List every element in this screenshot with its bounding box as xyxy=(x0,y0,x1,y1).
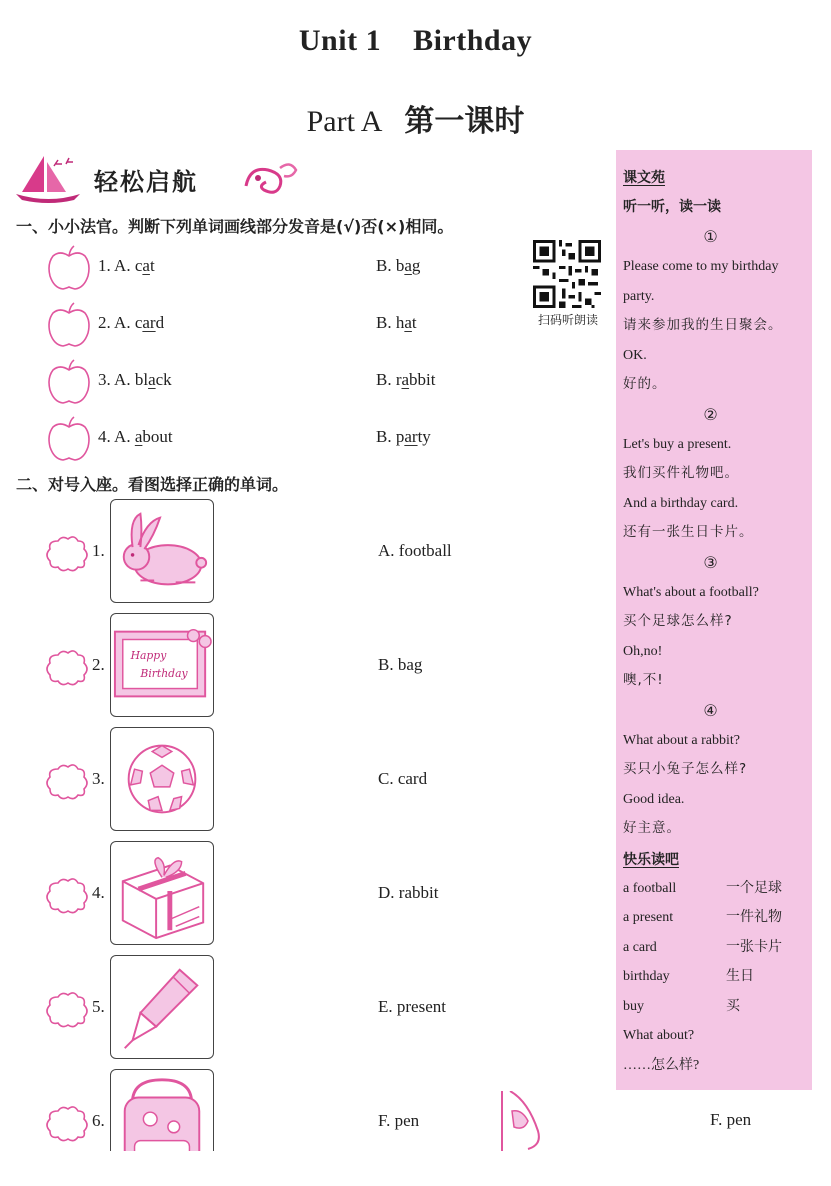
birthday-card-picture xyxy=(110,613,214,717)
card-text-birthday: Birthday xyxy=(140,666,188,680)
dialogue-line-zh: 好的。 xyxy=(623,376,667,392)
dialogue-line-en: Oh,no! xyxy=(623,643,663,659)
vocab-zh: 一件礼物 xyxy=(726,909,782,925)
vocab-en: a football xyxy=(623,880,677,896)
sidebar-heading-listen: 听一听，读一读 xyxy=(623,199,721,215)
item-number: 5. xyxy=(92,997,105,1016)
option-a: 4. A. about xyxy=(98,427,173,446)
part-title-zh: 第一课时 xyxy=(404,104,525,139)
sidebar-heading-vocab: 快乐读吧 xyxy=(623,851,679,868)
judge-item xyxy=(46,244,606,292)
dialogue-line-en: Please come to my birthday xyxy=(623,259,779,274)
dialogue-line-en: OK. xyxy=(623,347,647,363)
dialogue-line-en: What's about a football? xyxy=(623,584,759,600)
dialogue-marker: ④ xyxy=(703,700,718,720)
judge-item xyxy=(46,301,606,349)
vocab-row xyxy=(623,874,812,904)
dialogue-line-en: Good idea. xyxy=(623,791,685,807)
word-option: C. card xyxy=(378,769,428,788)
dialogue-marker: ② xyxy=(703,404,718,424)
cropped-bag-picture xyxy=(498,1091,548,1151)
dialogue-marker: ① xyxy=(703,227,718,246)
dialogue-line-zh: 请来参加我的生日聚会。 xyxy=(623,317,783,333)
vocab-en: a present xyxy=(623,910,674,925)
vocab-en: buy xyxy=(623,998,644,1014)
item-number: 1. xyxy=(92,541,105,560)
word-option: E. present xyxy=(378,997,446,1016)
vocab-row xyxy=(623,992,812,1022)
bag-picture xyxy=(110,1069,214,1151)
dialogue-line-zh: 好主意。 xyxy=(623,820,681,836)
part-title-en: Part A xyxy=(306,105,383,138)
vocab-zh: 生日 xyxy=(726,968,754,984)
present-picture xyxy=(110,841,214,945)
dialogue-line-zh: 噢,不! xyxy=(623,672,664,688)
vocab-row xyxy=(623,903,812,933)
dialogue-line-en: What about a rabbit? xyxy=(623,732,741,748)
sailboat-icon xyxy=(14,152,84,204)
vocab-row xyxy=(623,962,812,992)
judge-item xyxy=(46,415,606,463)
option-b: B. rabbit xyxy=(376,370,436,389)
stray-option-f: F. pen xyxy=(710,1110,752,1129)
rabbit-picture xyxy=(110,499,214,603)
dialogue-line-zh: 买个足球怎么样? xyxy=(623,613,733,629)
vocab-zh: 一个足球 xyxy=(726,879,782,896)
word-option: D. rabbit xyxy=(378,883,439,902)
item-number: 3. xyxy=(92,769,105,788)
judge-item xyxy=(46,358,606,406)
option-b: B. party xyxy=(376,427,431,446)
flower-answer-icon[interactable] xyxy=(44,761,90,801)
apple-answer-icon[interactable] xyxy=(46,358,92,406)
vocab-row xyxy=(623,933,812,963)
option-a: 2. A. card xyxy=(98,313,165,332)
word-option: F. pen xyxy=(378,1111,420,1130)
vocab-row xyxy=(623,1051,812,1081)
item-number: 4. xyxy=(92,883,105,902)
qr-code-icon[interactable] xyxy=(533,240,601,308)
dialogue xyxy=(623,222,812,844)
football-picture xyxy=(110,727,214,831)
match-item xyxy=(44,613,604,719)
match-item xyxy=(44,841,604,947)
dialogue-line-zh: 我们买件礼物吧。 xyxy=(623,465,739,481)
match-item xyxy=(44,499,604,605)
apple-answer-icon[interactable] xyxy=(46,301,92,349)
vocab-en: a card xyxy=(623,939,657,955)
vocab-en: ……怎么样? xyxy=(623,1057,700,1073)
match-item xyxy=(44,955,604,1061)
flower-answer-icon[interactable] xyxy=(44,989,90,1029)
vocab-zh: 买 xyxy=(726,997,740,1014)
sidebar-heading-lesson: 课文苑 xyxy=(623,170,665,186)
vocab-en: birthday xyxy=(623,969,670,984)
qr-code-label: 扫码听朗读 xyxy=(537,313,598,327)
card-text-happy: Happy xyxy=(130,649,167,663)
vocab-row xyxy=(623,1021,812,1051)
flower-answer-icon[interactable] xyxy=(44,647,90,687)
vocab-zh: 一张卡片 xyxy=(726,938,782,955)
flower-answer-icon[interactable] xyxy=(44,533,90,573)
section-banner xyxy=(14,152,304,204)
part-title xyxy=(0,96,831,140)
apple-answer-icon[interactable] xyxy=(46,244,92,292)
flower-answer-icon[interactable] xyxy=(44,875,90,915)
vocab-list xyxy=(623,874,812,1081)
unit-title: Unit 1 Birthday xyxy=(298,24,533,57)
option-b: B. bag xyxy=(376,256,421,275)
item-number: 2. xyxy=(92,655,105,674)
dialogue-line-zh: 买只小兔子怎么样? xyxy=(623,761,748,777)
dialogue-line-en: And a birthday card. xyxy=(623,495,739,511)
word-option: A. football xyxy=(378,541,452,560)
flower-answer-icon[interactable] xyxy=(44,1103,90,1143)
item-number: 6. xyxy=(92,1111,105,1130)
dialogue-marker: ③ xyxy=(703,552,718,572)
section1-title: 一、小小法官。判断下列单词画线部分发音是(√)否(×)相同。 xyxy=(16,217,454,236)
text-sidebar xyxy=(616,150,812,1090)
word-option: B. bag xyxy=(378,655,423,674)
section2-title: 二、对号入座。看图选择正确的单词。 xyxy=(16,475,289,494)
banner-title: 轻松启航 xyxy=(94,168,198,196)
option-b: B. hat xyxy=(376,313,417,332)
dragon-ornament-icon xyxy=(240,156,300,200)
option-a: 1. A. cat xyxy=(98,256,155,275)
dialogue-line-zh: 还有一张生日卡片。 xyxy=(623,524,754,540)
apple-answer-icon[interactable] xyxy=(46,415,92,463)
pen-picture xyxy=(110,955,214,1059)
match-item xyxy=(44,727,604,833)
option-a: 3. A. black xyxy=(98,370,172,389)
dialogue-line-en: party. xyxy=(623,288,655,304)
dialogue-line-en: Let's buy a present. xyxy=(623,436,732,452)
vocab-en: What about? xyxy=(623,1028,695,1043)
